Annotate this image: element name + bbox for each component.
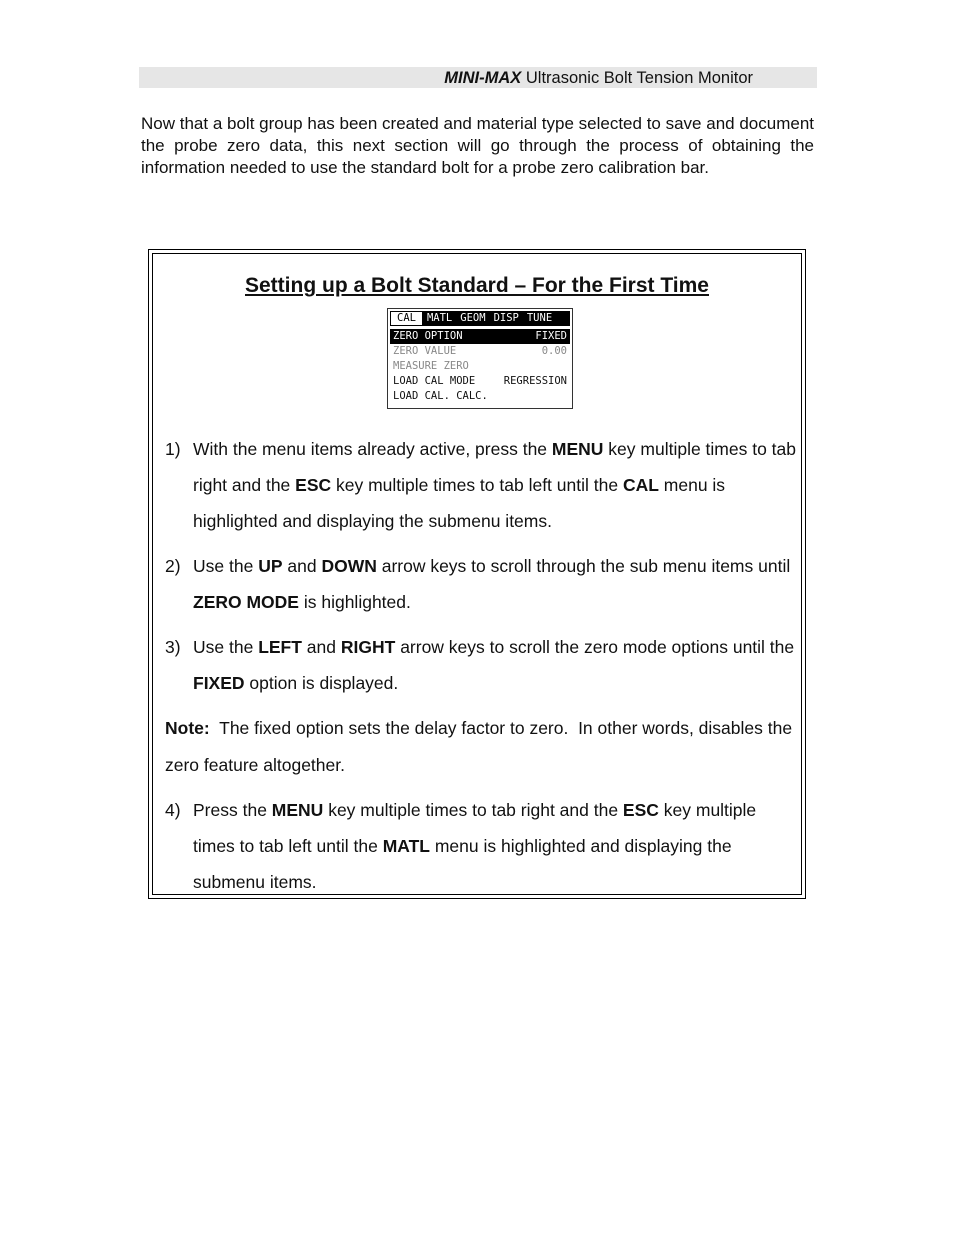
lcd-tab-cal: CAL (390, 311, 423, 326)
lcd-row-value: FIXED (535, 330, 567, 342)
step-text: arrow keys to scroll through the sub menu items until (376, 556, 791, 576)
key-name: MENU (271, 800, 324, 820)
lcd-row-label: LOAD CAL MODE (393, 375, 476, 387)
box-title: Setting up a Bolt Standard – For the First Time (245, 274, 709, 297)
lcd-row-label: ZERO OPTION (393, 330, 463, 342)
key-name: CAL (622, 475, 659, 495)
page-header (139, 67, 817, 88)
note-text: The fixed option sets the delay factor to zero. In other words, disables the zero feature altogether. (165, 718, 797, 775)
lcd-row-label: ZERO VALUE (393, 345, 457, 357)
lcd-screenshot (387, 308, 573, 409)
step-text: Use the (193, 637, 259, 657)
step-text: key multiple times to tab right and the (323, 800, 623, 820)
lcd-tab-disp: DISP (493, 312, 519, 324)
instruction-box-inner (152, 253, 802, 895)
lcd-row-load-cal-mode (390, 374, 570, 389)
step-text: arrow keys to scroll the zero mode options until the (395, 637, 795, 657)
step-2 (165, 548, 797, 620)
step-4 (165, 792, 797, 900)
lcd-tab-matl: MATL (426, 312, 453, 324)
lcd-row-label: MEASURE ZERO (393, 360, 469, 372)
lcd-row-value: 0.00 (541, 345, 567, 357)
intro-paragraph: Now that a bolt group has been created and material type selected to save and document the probe zero data, this next section will go through the process of obtaining the information needed to use the standard bolt for a probe zero calibration bar. (141, 114, 814, 177)
key-name: ESC (622, 800, 659, 820)
step-text: option is displayed. (244, 673, 399, 693)
step-number: 4) (165, 800, 181, 820)
lcd-row-zero-value (390, 344, 570, 359)
steps-list (165, 431, 797, 909)
lcd-row-measure-zero (390, 359, 570, 374)
step-text: Press the (193, 800, 272, 820)
step-text: and (282, 556, 322, 576)
key-name: ZERO MODE (193, 592, 299, 612)
step-text: and (301, 637, 341, 657)
note-label: Note: (165, 718, 210, 738)
note (165, 710, 797, 784)
key-name: UP (258, 556, 283, 576)
step-text: With the menu items already active, press the (193, 439, 552, 459)
header-title (444, 68, 753, 88)
key-name: LEFT (258, 637, 302, 657)
key-name: ESC (295, 475, 332, 495)
step-number: 3) (165, 637, 181, 657)
step-text: menu is highlighted and displaying the submenu items. (193, 475, 726, 531)
lcd-row-load-cal-calc (390, 389, 570, 404)
header-subtitle: Ultrasonic Bolt Tension Monitor (525, 69, 753, 87)
step-1 (165, 431, 797, 539)
header-brand: MINI-MAX (444, 69, 522, 87)
step-text: key multiple times to tab left until the (331, 475, 623, 495)
step-text: key multiple times to tab left until the (193, 800, 757, 856)
lcd-tab-tune: TUNE (526, 312, 553, 324)
instruction-box (148, 249, 806, 899)
step-text: menu is highlighted and displaying the submenu items. (193, 836, 732, 892)
step-text: is highlighted. (298, 592, 411, 612)
lcd-tab-bar (390, 311, 570, 326)
lcd-row-zero-option (390, 329, 570, 344)
key-name: FIXED (193, 673, 245, 693)
step-3 (165, 629, 797, 701)
key-name: MENU (551, 439, 604, 459)
key-name: RIGHT (340, 637, 396, 657)
key-name: DOWN (321, 556, 377, 576)
step-text: key multiple times to tab right and the (193, 439, 797, 495)
lcd-row-value: REGRESSION (503, 375, 567, 387)
step-number: 2) (165, 556, 181, 576)
key-name: MATL (382, 836, 430, 856)
step-number: 1) (165, 439, 181, 459)
step-text: Use the (193, 556, 259, 576)
lcd-row-label: LOAD CAL. CALC. (393, 390, 488, 402)
lcd-tab-geom: GEOM (460, 312, 486, 324)
